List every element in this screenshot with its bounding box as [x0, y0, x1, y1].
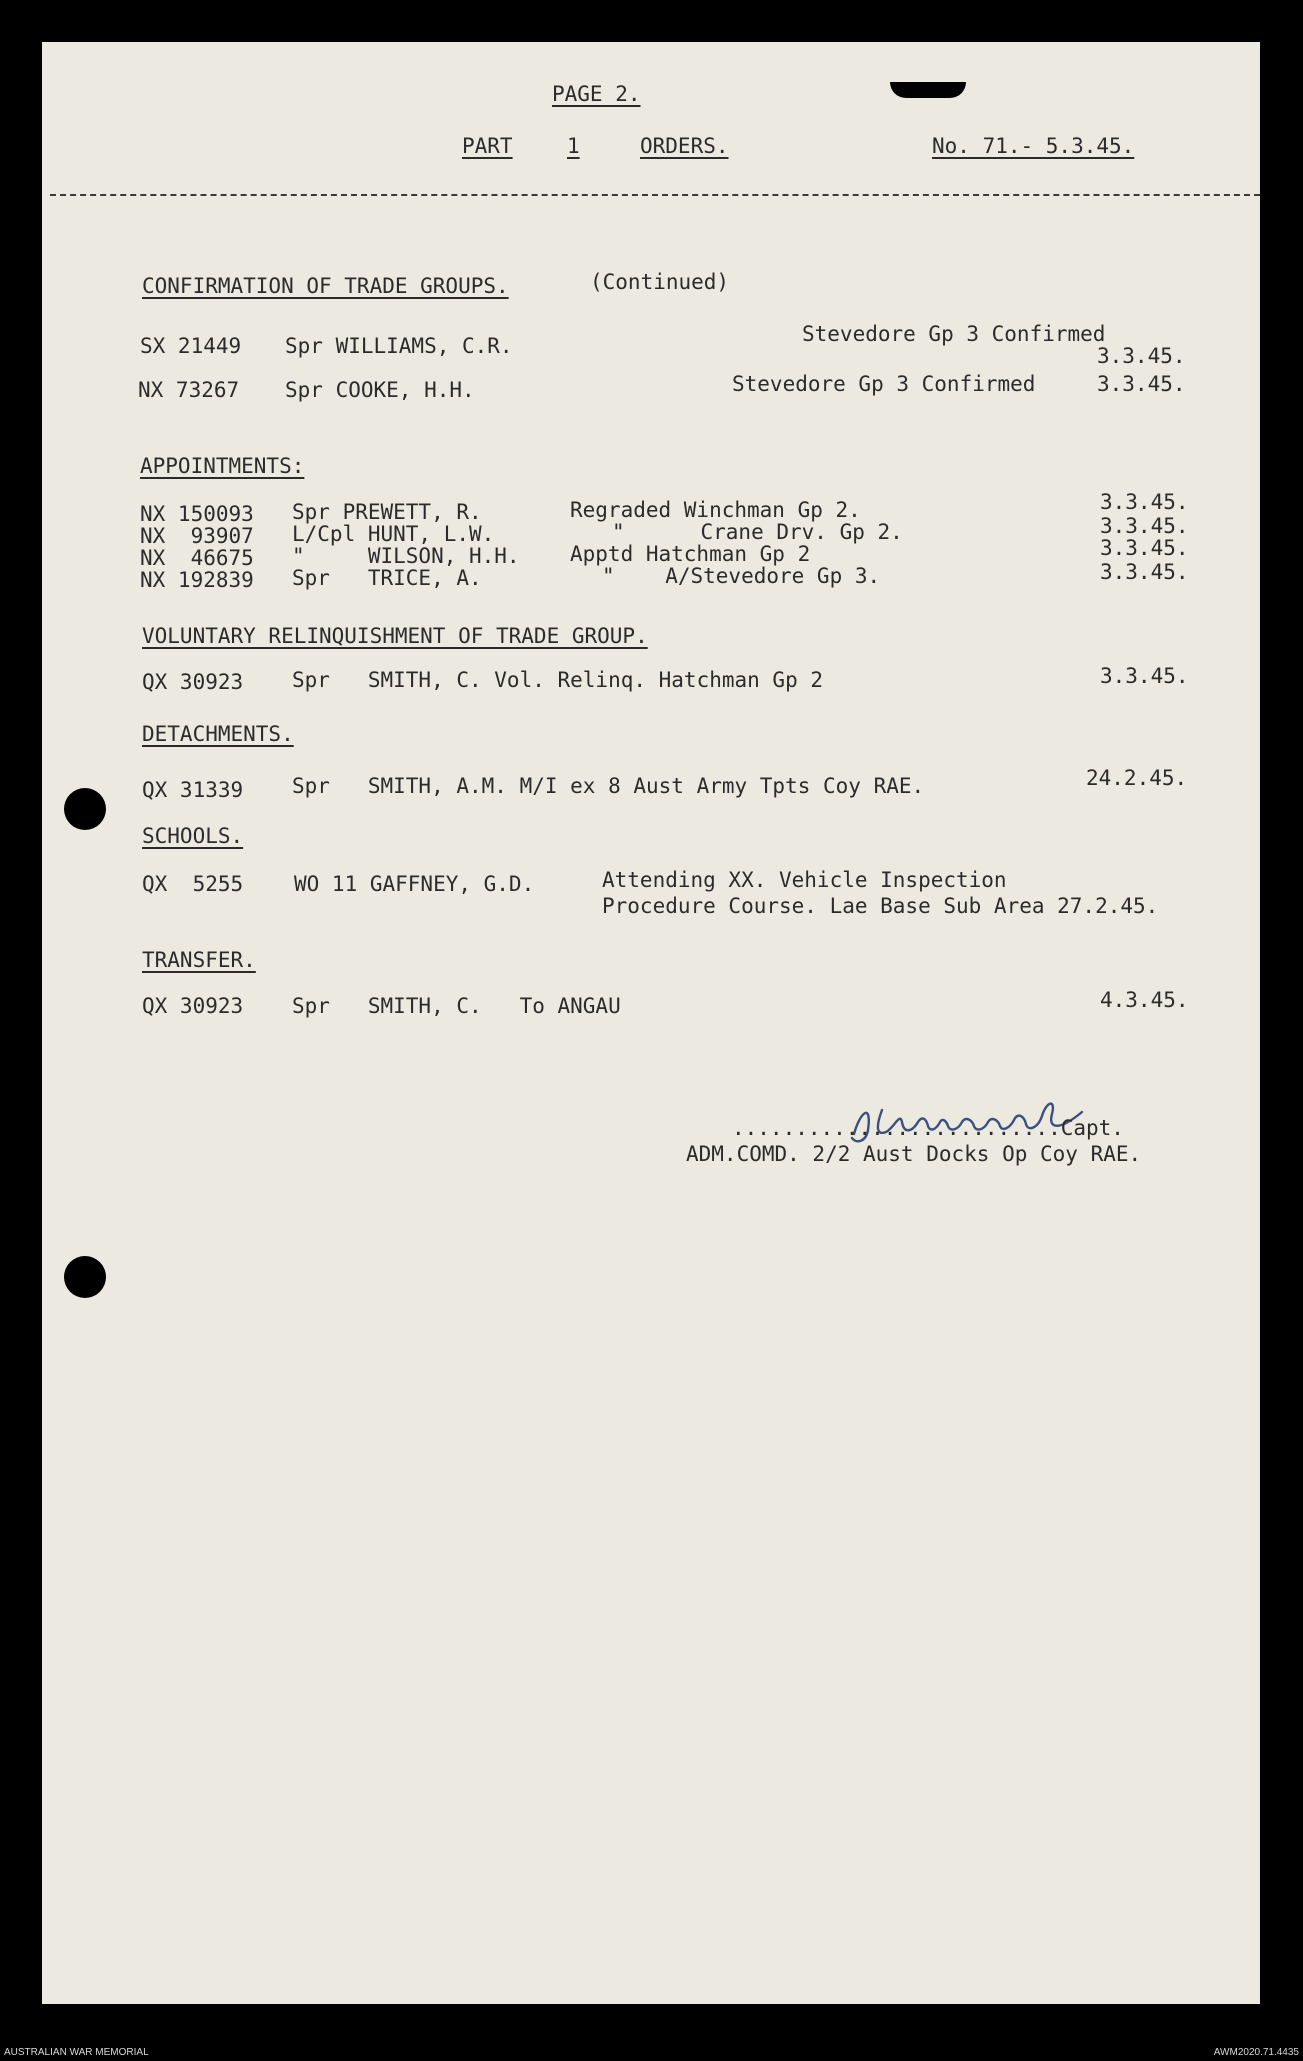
member-name: Spr COOKE, H.H.	[285, 378, 475, 402]
entry-date: 3.3.45.	[1100, 514, 1189, 538]
entry-date: 3.3.45.	[1100, 664, 1189, 688]
footer-credit: AUSTRALIAN WAR MEMORIAL	[4, 2047, 149, 2058]
entry-detail-line1: Attending XX. Vehicle Inspection	[602, 868, 1007, 892]
signature-unit: ADM.COMD. 2/2 Aust Docks Op Coy RAE.	[686, 1142, 1142, 1166]
paper-tear	[890, 82, 966, 98]
section-heading-transfer: TRANSFER.	[142, 948, 256, 972]
section-heading-confirmation: CONFIRMATION OF TRADE GROUPS.	[142, 274, 509, 298]
member-name: " WILSON, H.H.	[292, 544, 520, 568]
entry-text: Spr SMITH, C. Vol. Relinq. Hatchman Gp 2	[292, 668, 824, 692]
entry-date: 3.3.45.	[1097, 344, 1186, 368]
entry-detail-line2: Procedure Course. Lae Base Sub Area 27.2.45.	[602, 894, 1159, 918]
punch-hole	[64, 1256, 106, 1298]
document-page	[42, 42, 1260, 2004]
page-number: PAGE 2.	[552, 82, 641, 106]
entry-detail: Apptd Hatchman Gp 2	[570, 542, 811, 566]
entry-text: Spr SMITH, A.M. M/I ex 8 Aust Army Tpts Coy RAE.	[292, 774, 925, 798]
section-heading-detachments: DETACHMENTS.	[142, 722, 294, 746]
footer-accession: AWM2020.71.4435	[1213, 2047, 1299, 2058]
entry-detail: Stevedore Gp 3 Confirmed	[732, 372, 1036, 396]
entry-detail: " A/Stevedore Gp 3.	[602, 564, 881, 588]
entry-date: 24.2.45.	[1086, 766, 1188, 790]
part-number: 1	[567, 134, 580, 158]
punch-hole	[64, 788, 106, 830]
service-number: NX 192839	[140, 568, 254, 592]
entry-date: 3.3.45.	[1100, 560, 1189, 584]
entry-date: 3.3.45.	[1097, 372, 1186, 396]
entry-date: 3.3.45.	[1100, 536, 1189, 560]
part-label: PART	[462, 134, 513, 158]
member-name: Spr PREWETT, R.	[292, 500, 482, 524]
member-name: Spr WILLIAMS, C.R.	[285, 334, 513, 358]
service-number: NX 46675	[140, 546, 254, 570]
service-number: QX 30923	[142, 670, 244, 694]
member-name: L/Cpl HUNT, L.W.	[292, 522, 495, 546]
service-number: QX 5255	[142, 872, 244, 896]
order-number-date: No. 71.- 5.3.45.	[932, 134, 1135, 158]
service-number: NX 73267	[138, 378, 240, 402]
section-heading-suffix: (Continued)	[590, 270, 730, 294]
signature-rank-line: ..........................Capt.	[732, 1116, 1124, 1140]
entry-detail: Stevedore Gp 3 Confirmed	[802, 322, 1106, 346]
entry-detail: " Crane Drv. Gp 2.	[612, 520, 903, 544]
section-heading-schools: SCHOOLS.	[142, 824, 244, 848]
entry-date: 3.3.45.	[1100, 490, 1189, 514]
member-name: WO 11 GAFFNEY, G.D.	[294, 872, 535, 896]
entry-date: 4.3.45.	[1100, 988, 1189, 1012]
service-number: NX 93907	[140, 524, 254, 548]
section-heading-relinquishment: VOLUNTARY RELINQUISHMENT OF TRADE GROUP.	[142, 624, 648, 648]
service-number: NX 150093	[140, 502, 254, 526]
service-number: QX 31339	[142, 778, 244, 802]
service-number: QX 30923	[142, 994, 244, 1018]
section-heading-appointments: APPOINTMENTS:	[140, 454, 305, 478]
entry-detail: Regraded Winchman Gp 2.	[570, 498, 861, 522]
dashed-divider	[50, 194, 1260, 196]
member-name: Spr TRICE, A.	[292, 566, 482, 590]
service-number: SX 21449	[140, 334, 242, 358]
entry-text: Spr SMITH, C. To ANGAU	[292, 994, 621, 1018]
orders-label: ORDERS.	[640, 134, 729, 158]
